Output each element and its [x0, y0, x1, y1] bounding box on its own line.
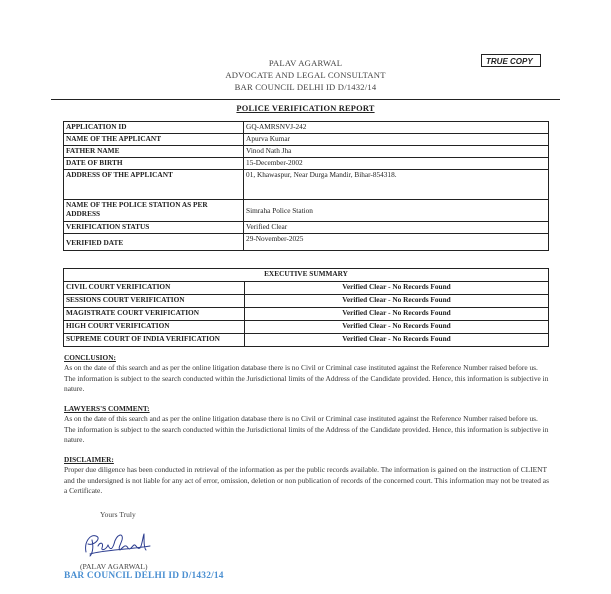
disclaimer-heading: DISCLAIMER: — [64, 455, 114, 464]
detail-label: VERIFICATION STATUS — [64, 222, 244, 234]
table-row — [64, 170, 549, 200]
table-row — [64, 234, 549, 251]
summary-label: SUPREME COURT OF INDIA VERIFICATION — [64, 334, 245, 347]
report-title: POLICE VERIFICATION REPORT — [236, 104, 375, 113]
advocate-bar-id: BAR COUNCIL DELHI ID D/1432/14 — [234, 82, 377, 92]
summary-value: Verified Clear - No Records Found — [245, 308, 549, 321]
detail-label: ADDRESS OF THE APPLICANT — [64, 170, 244, 200]
conclusion-heading: CONCLUSION: — [64, 353, 116, 362]
detail-label: FATHER NAME — [64, 146, 244, 158]
summary-label: HIGH COURT VERIFICATION — [64, 321, 245, 334]
summary-value: Verified Clear - No Records Found — [245, 282, 549, 295]
detail-value: 15-December-2002 — [244, 158, 549, 170]
executive-summary-table — [63, 268, 549, 347]
table-row — [64, 222, 549, 234]
detail-label: NAME OF THE APPLICANT — [64, 134, 244, 146]
signatory-bar-id: BAR COUNCIL DELHI ID D/1432/14 — [64, 571, 224, 581]
table-row — [64, 308, 549, 321]
detail-label: NAME OF THE POLICE STATION AS PER ADDRESS — [64, 200, 244, 222]
advocate-name: PALAV AGARWAL — [268, 58, 343, 68]
summary-value: Verified Clear - No Records Found — [245, 295, 549, 308]
table-row — [64, 134, 549, 146]
summary-value: Verified Clear - No Records Found — [245, 334, 549, 347]
summary-label: MAGISTRATE COURT VERIFICATION — [64, 308, 245, 321]
comment-heading: LAWYERS'S COMMENT: — [64, 404, 150, 413]
advocate-designation: ADVOCATE AND LEGAL CONSULTANT — [225, 70, 386, 80]
detail-label: APPLICATION ID — [64, 122, 244, 134]
disclaimer-text: Proper due diligence has been conducted in retrieval of the information as per the public records available. The information is gained on the instruction of CLIENT and the undersigned is not liable for any act of error, omission, deletion or non publication of records of the concerned court. This information may not be treated as a Certificate. — [64, 465, 549, 496]
true-copy-stamp: TRUE COPY — [481, 54, 541, 67]
conclusion-text: As on the date of this search and as per the online litigation database there is no Civil or Criminal case instituted against the Reference Number raised before us. The information is subject to the search conducted within the Jurisdictional limits of the Address of the Candidate provided. Hence, this information is subjective in nature. — [64, 363, 549, 394]
table-row — [64, 269, 549, 282]
detail-value: Simraha Police Station — [244, 200, 549, 222]
summary-title: EXECUTIVE SUMMARY — [64, 269, 549, 282]
table-row — [64, 321, 549, 334]
summary-label: SESSIONS COURT VERIFICATION — [64, 295, 245, 308]
letterhead-divider — [51, 99, 560, 100]
comment-text: As on the date of this search and as per the online litigation database there is no Civil or Criminal case instituted against the Reference Number raised before us. The information is subject to the search conducted within the Jurisdictional limits of the Address of the Candidate provided. Hence, this information is subjective in nature. — [64, 414, 549, 445]
signature-icon — [80, 528, 152, 558]
table-row — [64, 158, 549, 170]
detail-label: VERIFIED DATE — [64, 234, 244, 251]
detail-value: Apurva Kumar — [244, 134, 549, 146]
applicant-details-table — [63, 121, 549, 251]
summary-label: CIVIL COURT VERIFICATION — [64, 282, 245, 295]
detail-value: 01, Khawaspur, Near Durga Mandir, Bihar-854318. — [244, 170, 549, 200]
detail-value: Verified Clear — [244, 222, 549, 234]
detail-value: GQ-AMRSNVJ-242 — [244, 122, 549, 134]
detail-value: 29-November-2025 — [244, 234, 549, 251]
detail-label: DATE OF BIRTH — [64, 158, 244, 170]
table-row — [64, 334, 549, 347]
table-row — [64, 295, 549, 308]
table-row — [64, 282, 549, 295]
signatory-name: (PALAV AGARWAL) — [80, 562, 148, 571]
summary-value: Verified Clear - No Records Found — [245, 321, 549, 334]
closing-text: Yours Truly — [100, 510, 136, 519]
table-row — [64, 122, 549, 134]
detail-value: Vinod Nath Jha — [244, 146, 549, 158]
table-row — [64, 200, 549, 222]
table-row — [64, 146, 549, 158]
